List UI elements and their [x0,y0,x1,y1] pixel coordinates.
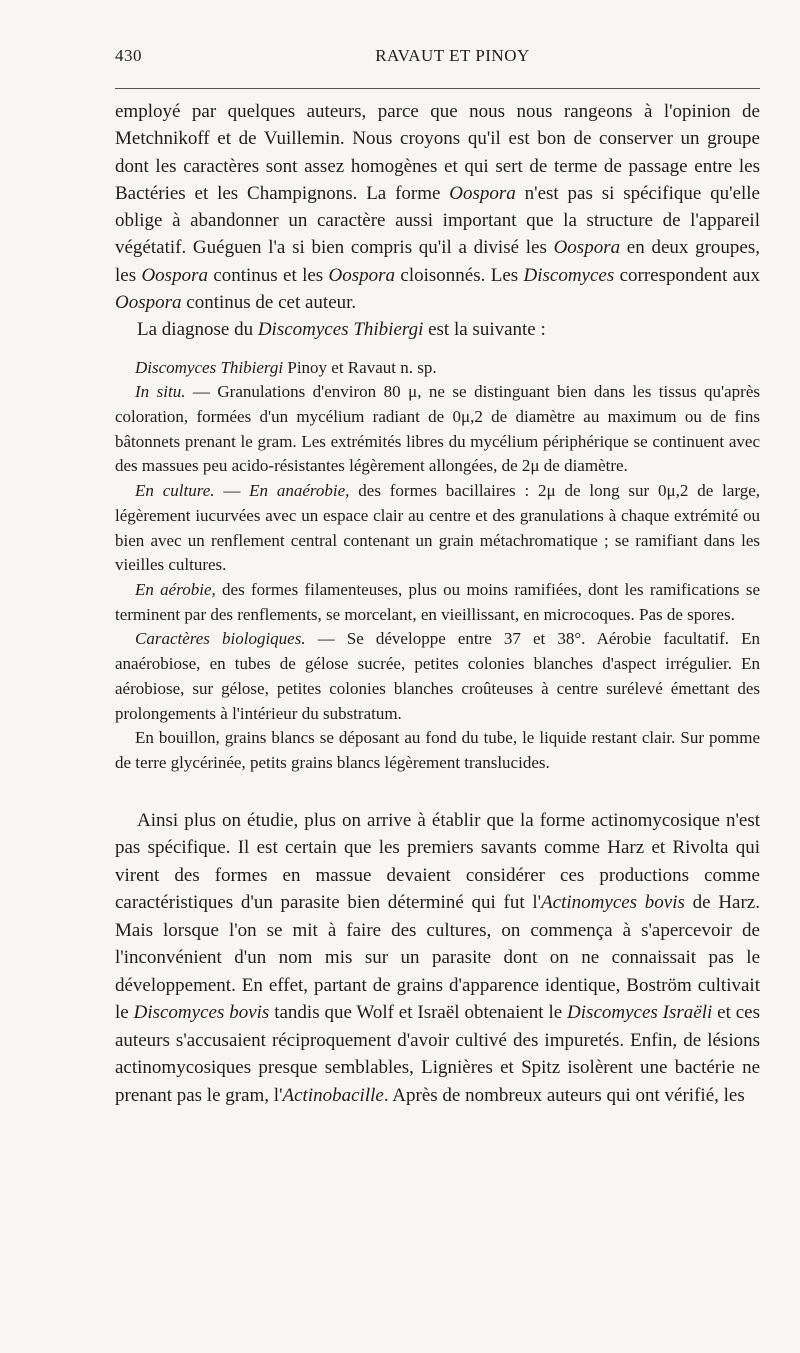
running-title: RAVAUT ET PINOY [375,46,530,65]
header-rule [115,88,760,89]
diagnosis-en-culture: En culture. — En anaérobie, des formes bacillaires : 2μ de long sur 0μ,2 de large, légèrement iucurvées avec un espace clair au centre et des granulations à chaque extrémité ou bien avec un renflement central contenant un grain métachromatique ; se ramifiant dans les vieilles cultures. [115,481,761,575]
running-head [115,46,760,74]
paragraph-diagnose-intro: La diagnose du Discomyces Thibiergi est la suivante : [137,319,546,341]
diagnosis-in-situ: In situ. — Granulations d'environ 80 μ, ne se distinguant bien dans les tissus qu'après coloration, formées d'un mycélium radiant de 0μ,2 de diamètre au maximum ou de fins bâtonnets prenant le gram. Les extrémités libres du mycélium périphérique se continuent avec des massues peu acido-résistantes légèrement allongées, de 2μ de diamètre. [115,382,760,476]
paragraph-classification: employé par quelques auteurs, parce que nous nous rangeons à l'opinion de Metchnikoff et de Vuillemin. Nous croyons qu'il est bon de conserver un groupe dont les caractères sont assez homogènes et qui sert de terme de passage entre les Bactéries et les Champignons. La forme Oospora n'est pas si spécifique qu'elle oblige à abandonner un caractère aussi important que la structure de l'appareil végétatif. Guéguen l'a si bien compris qu'il a divisé les Oospora en deux groupes, les Oospora continus et les Oospora cloisonnés. Les Discomyces correspondent aux Oospora continus de cet auteur. [115,101,761,314]
body-text [115,98,760,1109]
diagnosis-title: Discomyces Thibiergi Pinoy et Ravaut n. sp. [135,357,437,377]
diagnosis-bouillon: En bouillon, grains blancs se déposant au fond du tube, le liquide restant clair. Sur pomme de terre glycérinée, petits grains blancs légèrement translucides. [115,728,760,772]
page-number: 430 [115,46,142,65]
diagnosis-en-aerobie: En aérobie, des formes filamenteuses, plus ou moins ramifiées, dont les ramifications se terminent par des renflements, se morcelant, en vieillissant, en microcoques. Pas de spores. [115,580,761,624]
diagnosis-caracteres: Caractères biologiques. — Se développe entre 37 et 38°. Aérobie facultatif. En anaérobiose, en tubes de gélose sucrée, petites colonies blanches d'aspect irrégulier. En aérobiose, sur gélose, petites colonies blanches croûteuses à centre surélevé émettant des prolongements à l'intérieur du substratum. [115,629,760,723]
paragraph-actinomycosis: Ainsi plus on étudie, plus on arrive à établir que la forme actinomycosique n'est pas spécifique. Il est certain que les premiers savants comme Harz et Rivolta qui virent des formes en massue devaient considérer ces productions comme caractéristiques d'un parasite bien déterminé qui fut l'Actinomyces bovis de Harz. Mais lorsque l'on se mit à faire des cultures, on commença à s'apercevoir de l'inconvénient d'un nom mis sur un parasite dont on ne connaissait pas le développement. En effet, partant de grains d'apparence identique, Boström cultivait le Discomyces bovis tandis que Wolf et Israël obtenaient le Discomyces Israëli et ces auteurs s'accusaient réciproquement d'avoir cultivé des impuretés. Enfin, de lésions actinomycosiques presque semblables, Lignières et Spitz isolèrent une bactérie ne prenant pas le gram, l'Actinobacille. Après de nombreux auteurs qui ont vérifié, les [115,809,760,1106]
